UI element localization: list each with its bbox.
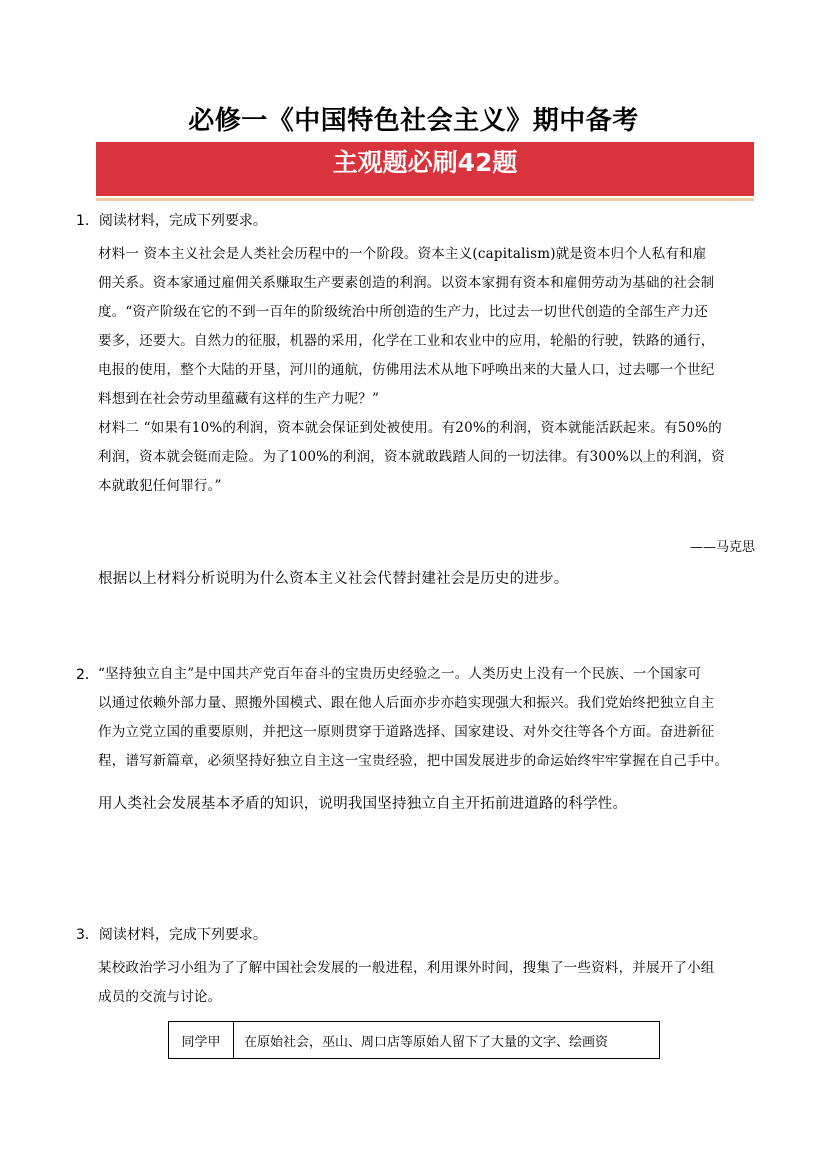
q2-line: “坚持独立自主”是中国共产党百年奋斗的宝贵历史经验之一。人类历史上没有一个民族、一个国家可: [98, 666, 702, 682]
q1-line: 材料二 “如果有10%的利润，资本就会保证到处被使用。有20%的利润，资本就能活跃起来。有50%的: [98, 420, 723, 436]
question-3-instruction: 阅读材料，完成下列要求。: [98, 927, 267, 943]
table-row-head: 同学甲: [169, 1022, 234, 1059]
q3-line: 成员的交流与讨论。: [98, 989, 222, 1005]
q1-line: 佣关系。资本家通过雇佣关系赚取生产要素创造的利润。以资本家拥有资本和雇佣劳动为基础的社会制: [98, 275, 715, 291]
q2-line: 程，谱写新篇章，必须坚持好独立自主这一宝贵经验，把中国发展进步的命运始终牢牢掌握在自己手中。: [98, 753, 729, 769]
q1-line: 度。“资产阶级在它的不到一百年的阶级统治中所创造的生产力，比过去一切世代创造的全部生产力还: [98, 304, 708, 320]
question-1-prompt: 根据以上材料分析说明为什么资本主义社会代替封建社会是历史的进步。: [98, 571, 569, 587]
title-banner: 主观题必刷42题: [96, 142, 754, 196]
question-1-instruction: 阅读材料，完成下列要求。: [98, 213, 267, 229]
q1-line: 料想到在社会劳动里蕴藏有这样的生产力呢？”: [98, 391, 380, 407]
page-title: 必修一《中国特色社会主义》期中备考: [188, 106, 639, 136]
question-1-attribution: ——马克思: [690, 540, 756, 555]
q1-line: 要多，还要大。自然力的征服，机器的采用，化学在工业和农业中的应用，轮船的行驶，铁路的通行，: [98, 333, 715, 349]
q2-line: 作为立党立国的重要原则，并把这一原则贯穿于道路选择、国家建设、对外交往等各个方面。奋进新征: [98, 724, 715, 740]
question-1-header: [76, 211, 267, 231]
question-2-material: [98, 660, 756, 776]
banner-underline: [96, 198, 754, 201]
question-3-material: [98, 954, 756, 1012]
question-3-number: 3．: [76, 927, 99, 943]
question-3-header: [76, 925, 267, 945]
q1-line: 材料一 资本主义社会是人类社会历程中的一个阶段。资本主义(capitalism)就是资本归个人私有和雇: [98, 246, 707, 262]
q1-line: 利润，资本就会铤而走险。为了100%的利润，资本就敢践踏人间的一切法律。有300%以上的利润，资: [98, 449, 725, 465]
q1-line: 电报的使用，整个大陆的开垦，河川的通航，仿佛用法术从地下呼唤出来的大量人口，过去哪一个世纪: [98, 362, 715, 378]
table-row-content: 在原始社会，巫山、周口店等原始人留下了大量的文字、绘画资: [234, 1022, 660, 1059]
q1-line: 本就敢犯任何罪行。”: [98, 478, 222, 494]
table-row: [169, 1022, 660, 1059]
question-1-number: 1．: [76, 213, 99, 229]
student-discussion-table: [168, 1021, 660, 1059]
q3-line: 某校政治学习小组为了了解中国社会发展的一般进程，利用课外时间，搜集了一些资料，并展开了小组: [98, 960, 715, 976]
question-1-material: [98, 240, 756, 501]
question-2-number: 2．: [76, 667, 99, 683]
question-2-prompt: 用人类社会发展基本矛盾的知识，说明我国坚持独立自主开拓前进道路的科学性。: [98, 796, 628, 812]
q2-line: 以通过依赖外部力量、照搬外国模式、跟在他人后面亦步亦趋实现强大和振兴。我们党始终把独立自主: [98, 695, 715, 711]
